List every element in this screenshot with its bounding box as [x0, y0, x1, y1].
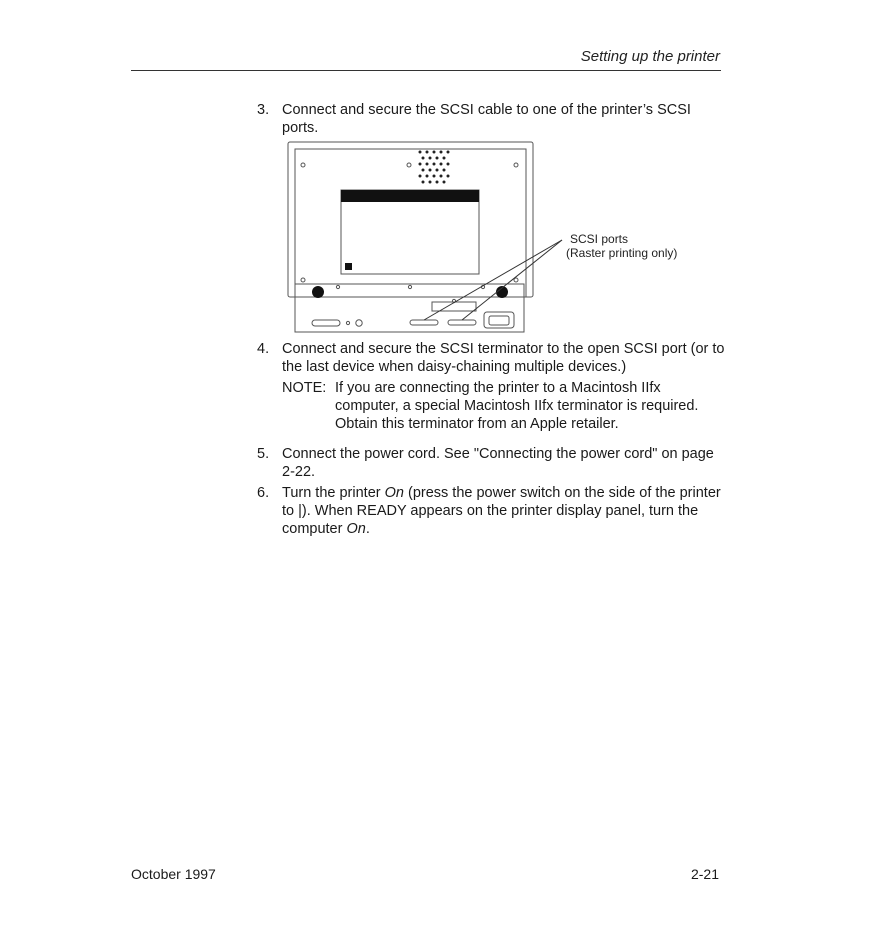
- step-number: 3.: [257, 102, 270, 118]
- step-number: 4.: [257, 341, 270, 357]
- step-text: Connect and secure the SCSI terminator to the open SCSI port (or to the last device when daisy-chaining multiple devices.): [282, 341, 725, 375]
- note-label: NOTE:: [282, 380, 327, 396]
- step-number: 6.: [257, 485, 270, 501]
- step-number: 5.: [257, 446, 270, 462]
- step-5: [257, 445, 727, 481]
- callout-leader-lines: [424, 240, 562, 320]
- step-text: Connect the power cord. See "Connecting the power cord" on page 2-22.: [282, 446, 714, 480]
- step-text-emphasis: On: [346, 521, 366, 537]
- step-3: [257, 101, 727, 137]
- step-text-emphasis: On: [384, 485, 404, 501]
- step-4: [257, 340, 727, 376]
- step-6: [257, 484, 727, 538]
- step-text: Connect and secure the SCSI cable to one of the printer’s SCSI ports.: [282, 102, 691, 136]
- note-text: If you are connecting the printer to a Macintosh IIfx computer, a special Macintosh IIfx terminator is required. Obtain this terminator from an Apple retailer.: [335, 380, 699, 432]
- footer-page-number: 2-21: [690, 866, 719, 882]
- step-text-part: (press the power switch on the side of the printer to |). When READY appears on the printer display panel, turn the computer: [282, 485, 721, 537]
- note: [282, 379, 722, 433]
- step-text-part: Turn the printer: [282, 485, 385, 501]
- header-rule: [131, 70, 721, 71]
- step-text-part: .: [365, 521, 370, 537]
- step-text: [282, 484, 727, 538]
- footer-date: October 1997: [131, 866, 216, 882]
- callout-line-1: SCSI ports: [570, 232, 629, 246]
- running-header: Setting up the printer: [580, 48, 720, 65]
- scsi-ports-callout: [566, 232, 677, 260]
- callout-line-2: (Raster printing only): [566, 246, 678, 260]
